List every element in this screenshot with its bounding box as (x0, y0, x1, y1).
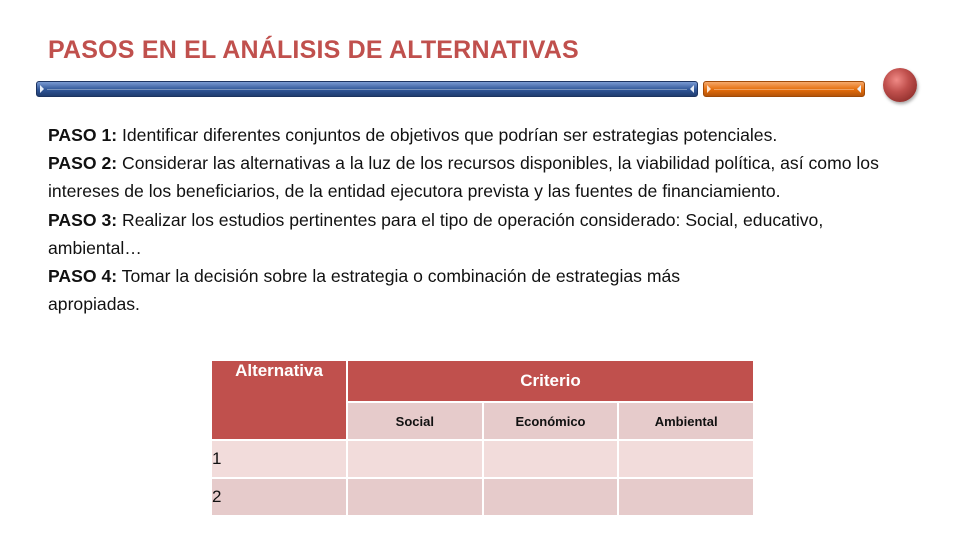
step-text: Realizar los estudios pertinentes para el tipo de operación considerado: Social, educativo, ambiental… (48, 209, 824, 258)
cell-social (347, 440, 483, 478)
cell-social (347, 478, 483, 516)
divider-bar-blue (36, 81, 698, 97)
divider-bar-orange (703, 81, 865, 97)
bar-highlight (47, 89, 687, 90)
step-text: Identificar diferentes conjuntos de objetivos que podrían ser estrategias potenciales. (117, 125, 778, 145)
step-label: PASO 2: (48, 153, 118, 174)
page-title: PASOS EN EL ANÁLISIS DE ALTERNATIVAS (48, 36, 579, 64)
criteria-table (210, 359, 755, 517)
step-text: Tomar la decisión sobre la estrategia o combinación de estrategias más apropiadas. (48, 266, 681, 315)
cell-ambiental (618, 478, 754, 516)
subheader-economico: Económico (483, 402, 619, 440)
step-4 (48, 262, 768, 318)
steps-list (48, 121, 918, 318)
table-header-row (211, 360, 754, 402)
cell-economico (483, 478, 619, 516)
decorative-ball-icon (883, 68, 917, 102)
step-1 (48, 121, 918, 149)
arrow-right-icon (40, 85, 44, 93)
cell-alternativa: 2 (211, 478, 347, 516)
header-criterio: Criterio (347, 360, 754, 402)
arrow-left-icon (690, 85, 694, 93)
arrow-right-icon (707, 85, 711, 93)
subheader-social: Social (347, 402, 483, 440)
bar-highlight (714, 89, 854, 90)
step-label: PASO 3: (48, 209, 118, 230)
cell-ambiental (618, 440, 754, 478)
step-label: PASO 1: (48, 125, 118, 145)
arrow-left-icon (857, 85, 861, 93)
step-label: PASO 4: (48, 266, 118, 287)
cell-economico (483, 440, 619, 478)
step-2 (48, 149, 918, 205)
step-3 (48, 206, 918, 262)
table-row (211, 478, 754, 516)
cell-alternativa: 1 (211, 440, 347, 478)
subheader-ambiental: Ambiental (618, 402, 754, 440)
step-text: Considerar las alternativas a la luz de los recursos disponibles, la viabilidad política, así como los intereses de los beneficiarios, de la entidad ejecutora prevista y las fuentes de financiamiento. (48, 153, 879, 202)
table-row (211, 440, 754, 478)
header-alternativa: Alternativa (211, 360, 347, 440)
